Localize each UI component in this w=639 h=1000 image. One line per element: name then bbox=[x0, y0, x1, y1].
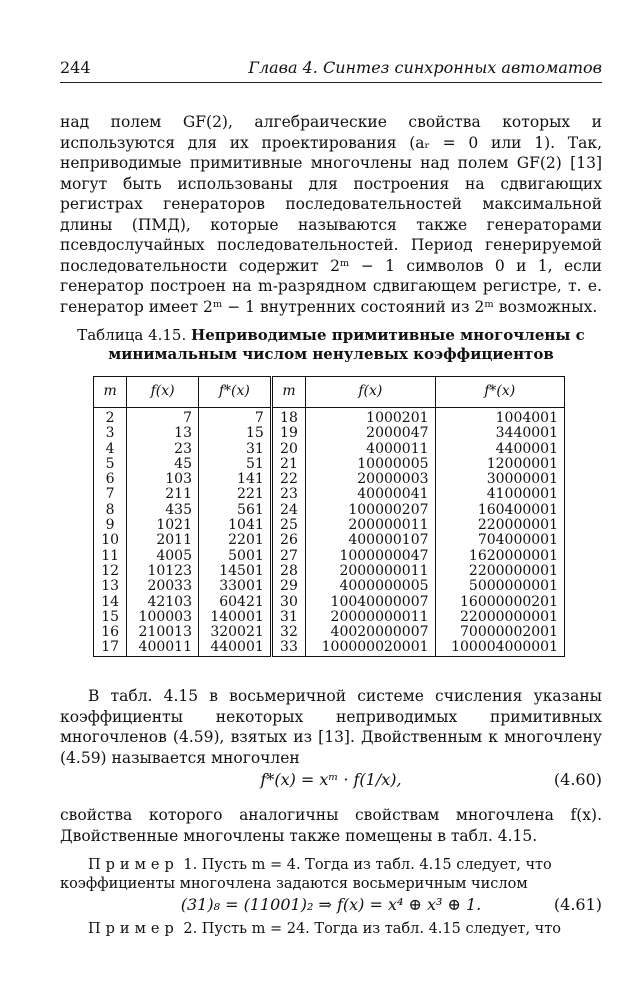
cell-fstar-left: 1041 bbox=[198, 518, 271, 533]
cell-m-left: 7 bbox=[94, 487, 127, 502]
example-1-text: 1. Пусть m = 4. Тогда из табл. 4.15 следует, что коэффициенты многочлена задаются восьмеричным числом bbox=[60, 857, 552, 892]
table-caption-label: Таблица 4.15. bbox=[77, 326, 187, 344]
header-fx-left: f(x) bbox=[127, 377, 199, 408]
formula-4-61-number: (4.61) bbox=[553, 895, 602, 914]
cell-fx-right: 10040000007 bbox=[306, 595, 435, 610]
table-row bbox=[94, 610, 565, 625]
cell-fx-left: 103 bbox=[127, 472, 199, 487]
table-header-row bbox=[94, 377, 565, 408]
paragraph-dual: В табл. 4.15 в восьмеричной системе счисления указаны коэффициенты некоторых неприводимых примитивных многочленов (4.59), взятых из [13]. Двойственным к многочлену (4.59) называется многочлен bbox=[60, 687, 602, 767]
cell-m-right: 27 bbox=[271, 549, 305, 564]
table-row bbox=[94, 625, 565, 640]
cell-fx-left: 20033 bbox=[127, 579, 199, 594]
cell-fx-right: 2000047 bbox=[306, 426, 435, 441]
cell-m-left: 17 bbox=[94, 640, 127, 656]
header-rule bbox=[60, 82, 602, 83]
cell-m-right: 30 bbox=[271, 595, 305, 610]
cell-fstar-left: 14501 bbox=[198, 564, 271, 579]
cell-fstar-left: 7 bbox=[198, 408, 271, 427]
cell-fstar-right: 704000001 bbox=[435, 533, 564, 548]
cell-m-right: 32 bbox=[271, 625, 305, 640]
cell-fx-right: 100000020001 bbox=[306, 640, 435, 656]
cell-m-right: 24 bbox=[271, 503, 305, 518]
cell-fstar-right: 220000001 bbox=[435, 518, 564, 533]
cell-fstar-right: 12000001 bbox=[435, 457, 564, 472]
cell-m-left: 2 bbox=[94, 408, 127, 427]
cell-fstar-left: 31 bbox=[198, 442, 271, 457]
table-row bbox=[94, 457, 565, 472]
cell-fstar-right: 160400001 bbox=[435, 503, 564, 518]
cell-fstar-right: 4400001 bbox=[435, 442, 564, 457]
cell-fx-right: 10000005 bbox=[306, 457, 435, 472]
cell-fx-left: 100003 bbox=[127, 610, 199, 625]
example-2 bbox=[60, 920, 602, 939]
cell-fstar-left: 15 bbox=[198, 426, 271, 441]
cell-m-left: 4 bbox=[94, 442, 127, 457]
paragraph-intro: над полем GF(2), алгебраические свойства которых и используются для их проектирования (aᵣ = 0 или 1). Так, неприводимые примитивные многочлены над полем GF(2) [13] могут быть использованы для построения на сдвигающих регистрах генераторов последовательностей максимальной длины (ПМД), которые называются также генераторами псевдослучайных последовательностей. Период генерируемой последовательности содержит 2ᵐ − 1 символов 0 и 1, если генератор построен на m-разрядном сдвигающем регистре, т. е. генератор имеет 2ᵐ − 1 внутренних состояний из 2ᵐ возможных. bbox=[60, 113, 602, 316]
cell-m-right: 20 bbox=[271, 442, 305, 457]
cell-m-right: 26 bbox=[271, 533, 305, 548]
cell-fx-right: 1000000047 bbox=[306, 549, 435, 564]
example-1 bbox=[60, 856, 602, 894]
cell-fstar-left: 320021 bbox=[198, 625, 271, 640]
cell-fstar-left: 51 bbox=[198, 457, 271, 472]
cell-fstar-right: 3440001 bbox=[435, 426, 564, 441]
cell-m-right: 33 bbox=[271, 640, 305, 656]
header-fx-right: f(x) bbox=[306, 377, 435, 408]
cell-fstar-right: 100004000001 bbox=[435, 640, 564, 656]
cell-fx-left: 42103 bbox=[127, 595, 199, 610]
cell-fstar-left: 33001 bbox=[198, 579, 271, 594]
polynomial-table bbox=[93, 376, 565, 657]
table-row bbox=[94, 426, 565, 441]
table-row bbox=[94, 487, 565, 502]
example-2-text: 2. Пусть m = 24. Тогда из табл. 4.15 следует, что bbox=[183, 921, 562, 937]
cell-fx-left: 10123 bbox=[127, 564, 199, 579]
header-m-left: m bbox=[94, 377, 127, 408]
cell-m-left: 16 bbox=[94, 625, 127, 640]
cell-fstar-right: 1620000001 bbox=[435, 549, 564, 564]
cell-m-right: 21 bbox=[271, 457, 305, 472]
cell-m-right: 29 bbox=[271, 579, 305, 594]
cell-m-right: 19 bbox=[271, 426, 305, 441]
cell-m-right: 18 bbox=[271, 408, 305, 427]
table-row bbox=[94, 579, 565, 594]
cell-fx-right: 1000201 bbox=[306, 408, 435, 427]
cell-m-left: 3 bbox=[94, 426, 127, 441]
cell-fstar-right: 2200000001 bbox=[435, 564, 564, 579]
cell-fstar-left: 440001 bbox=[198, 640, 271, 656]
cell-m-right: 23 bbox=[271, 487, 305, 502]
formula-4-60-body: f*(x) = xᵐ · f(1/x), bbox=[260, 770, 402, 789]
cell-m-left: 13 bbox=[94, 579, 127, 594]
table-row bbox=[94, 408, 565, 427]
cell-m-left: 6 bbox=[94, 472, 127, 487]
table-row bbox=[94, 549, 565, 564]
cell-fstar-left: 5001 bbox=[198, 549, 271, 564]
cell-fstar-right: 16000000201 bbox=[435, 595, 564, 610]
cell-fx-left: 210013 bbox=[127, 625, 199, 640]
paragraph-properties: свойства которого аналогичны свойствам многочлена f(x). Двойственные многочлены также помещены в табл. 4.15. bbox=[60, 806, 602, 845]
running-title: Глава 4. Синтез синхронных автоматов bbox=[248, 58, 602, 77]
example-1-label: Пример bbox=[88, 857, 179, 873]
table-row bbox=[94, 442, 565, 457]
cell-m-left: 12 bbox=[94, 564, 127, 579]
header-m-right: m bbox=[271, 377, 305, 408]
cell-fstar-left: 561 bbox=[198, 503, 271, 518]
cell-m-left: 5 bbox=[94, 457, 127, 472]
cell-fstar-right: 1004001 bbox=[435, 408, 564, 427]
cell-m-left: 9 bbox=[94, 518, 127, 533]
formula-4-60-number: (4.60) bbox=[553, 770, 602, 789]
cell-fx-right: 400000107 bbox=[306, 533, 435, 548]
cell-fx-left: 23 bbox=[127, 442, 199, 457]
header-fstar-left: f*(x) bbox=[198, 377, 271, 408]
cell-m-right: 28 bbox=[271, 564, 305, 579]
cell-fx-left: 13 bbox=[127, 426, 199, 441]
cell-fstar-left: 140001 bbox=[198, 610, 271, 625]
cell-fx-left: 211 bbox=[127, 487, 199, 502]
cell-fstar-right: 5000000001 bbox=[435, 579, 564, 594]
cell-fx-left: 435 bbox=[127, 503, 199, 518]
cell-m-left: 8 bbox=[94, 503, 127, 518]
table-row bbox=[94, 564, 565, 579]
cell-fx-right: 100000207 bbox=[306, 503, 435, 518]
cell-fx-right: 200000011 bbox=[306, 518, 435, 533]
table-row bbox=[94, 472, 565, 487]
cell-m-left: 10 bbox=[94, 533, 127, 548]
cell-fstar-right: 22000000001 bbox=[435, 610, 564, 625]
cell-fstar-right: 41000001 bbox=[435, 487, 564, 502]
cell-m-right: 31 bbox=[271, 610, 305, 625]
cell-fstar-left: 60421 bbox=[198, 595, 271, 610]
cell-fx-left: 400011 bbox=[127, 640, 199, 656]
cell-fstar-right: 30000001 bbox=[435, 472, 564, 487]
cell-fx-right: 20000003 bbox=[306, 472, 435, 487]
cell-fx-left: 2011 bbox=[127, 533, 199, 548]
cell-fx-right: 40020000007 bbox=[306, 625, 435, 640]
cell-m-left: 15 bbox=[94, 610, 127, 625]
cell-fx-left: 1021 bbox=[127, 518, 199, 533]
formula-4-61-body: (31)₈ = (11001)₂ ⇒ f(x) = x⁴ ⊕ x³ ⊕ 1. bbox=[180, 895, 482, 914]
table-caption bbox=[60, 326, 602, 364]
cell-m-left: 14 bbox=[94, 595, 127, 610]
cell-fstar-left: 221 bbox=[198, 487, 271, 502]
cell-fstar-left: 141 bbox=[198, 472, 271, 487]
cell-m-right: 25 bbox=[271, 518, 305, 533]
cell-fx-left: 4005 bbox=[127, 549, 199, 564]
cell-fstar-right: 70000002001 bbox=[435, 625, 564, 640]
cell-fx-right: 40000041 bbox=[306, 487, 435, 502]
table-row bbox=[94, 503, 565, 518]
table-row bbox=[94, 640, 565, 656]
table-row bbox=[94, 518, 565, 533]
cell-m-left: 11 bbox=[94, 549, 127, 564]
cell-fx-right: 20000000011 bbox=[306, 610, 435, 625]
header-fstar-right: f*(x) bbox=[435, 377, 564, 408]
cell-fx-right: 2000000011 bbox=[306, 564, 435, 579]
table-caption-title: Неприводимые примитивные многочлены с минимальным числом ненулевых коэффициентов bbox=[108, 326, 585, 363]
cell-fx-left: 7 bbox=[127, 408, 199, 427]
table-row bbox=[94, 533, 565, 548]
cell-fx-left: 45 bbox=[127, 457, 199, 472]
table-row bbox=[94, 595, 565, 610]
cell-fx-right: 4000011 bbox=[306, 442, 435, 457]
example-2-label: Пример bbox=[88, 921, 179, 937]
cell-fstar-left: 2201 bbox=[198, 533, 271, 548]
cell-fx-right: 4000000005 bbox=[306, 579, 435, 594]
page-number: 244 bbox=[60, 58, 91, 77]
cell-m-right: 22 bbox=[271, 472, 305, 487]
